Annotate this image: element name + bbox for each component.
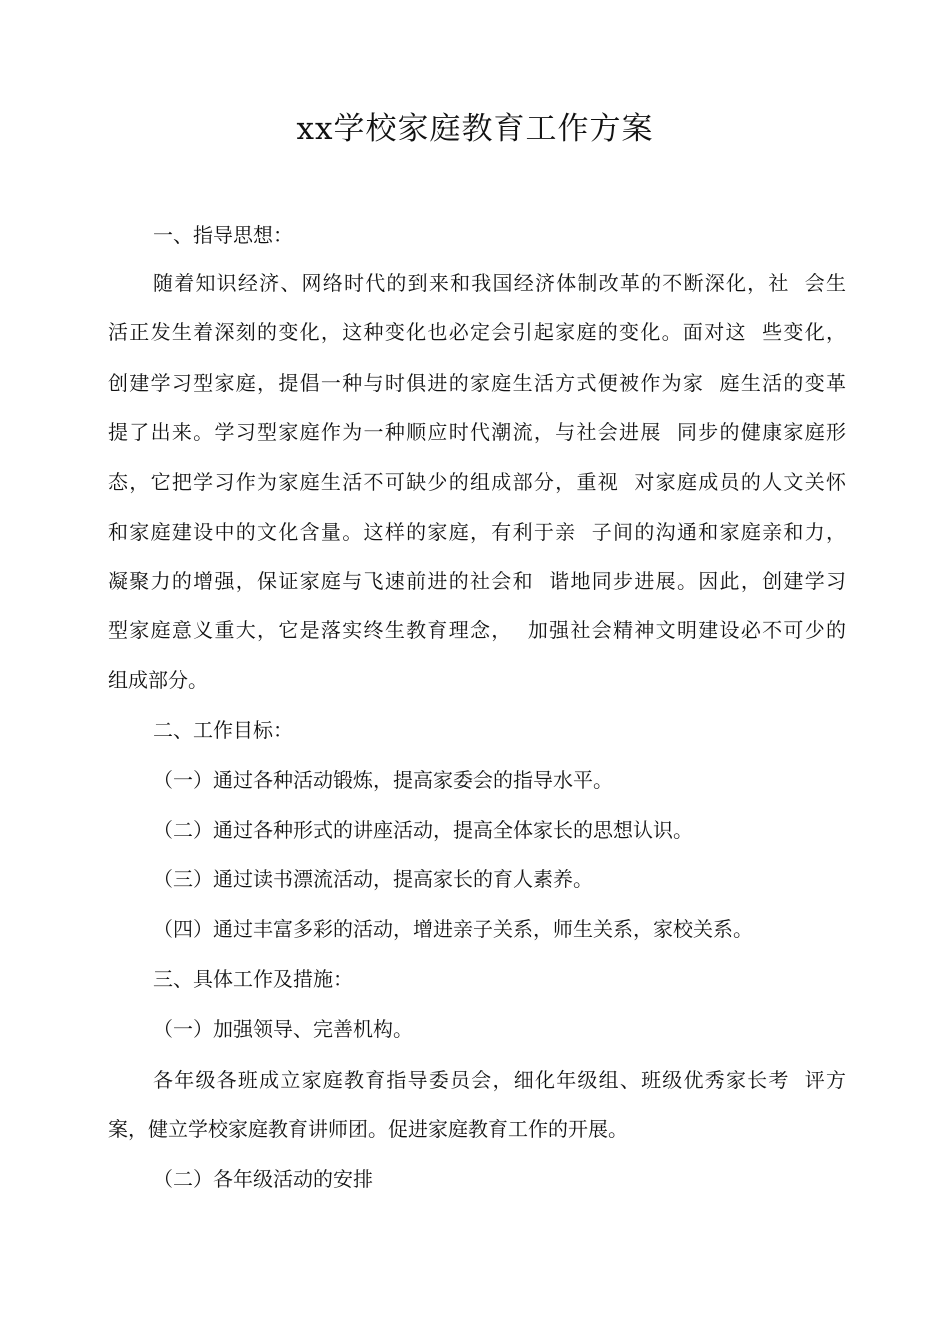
subsection-heading: （二）各年级活动的安排: [153, 1167, 373, 1191]
goal-item: （四）通过丰富多彩的活动，增进亲子关系，师生关系，家校关系。: [153, 917, 753, 941]
paragraph-line: 随着知识经济、网络时代的到来和我国经济体制改革的不断深化，社 会生: [153, 271, 846, 295]
paragraph-line: 活正发生着深刻的变化，这种变化也必定会引起家庭的变化。面对这 些变化，: [108, 320, 846, 344]
paragraph-line: 组成部分。: [108, 668, 208, 692]
paragraph-line: 提了出来。学习型家庭作为一种顺应时代潮流，与社会进展 同步的健康家庭形: [108, 420, 846, 444]
paragraph-line: 和家庭建设中的文化含量。这样的家庭，有利于亲 子间的沟通和家庭亲和力，: [108, 520, 846, 544]
section-heading-measures: 三、具体工作及措施：: [153, 967, 353, 991]
goal-item: （一）通过各种活动锻炼，提高家委会的指导水平。: [153, 768, 613, 792]
paragraph-line: 态，它把学习作为家庭生活不可缺少的组成部分，重视 对家庭成员的人文关怀: [108, 470, 846, 494]
paragraph-line: 各年级各班成立家庭教育指导委员会，细化年级组、班级优秀家长考 评方: [153, 1068, 846, 1092]
section-heading-guiding-ideology: 一、指导思想：: [153, 223, 293, 247]
section-heading-work-goals: 二、工作目标：: [153, 718, 293, 742]
subsection-heading: （一）加强领导、完善机构。: [153, 1017, 413, 1041]
paragraph-line: 创建学习型家庭，提倡一种与时俱进的家庭生活方式便被作为家 庭生活的变革: [108, 371, 846, 395]
paragraph-line: 型家庭意义重大，它是落实终生教育理念， 加强社会精神文明建设必不可少的: [108, 618, 846, 642]
paragraph-line: 案，健立学校家庭教育讲师团。促进家庭教育工作的开展。: [108, 1117, 628, 1141]
goal-item: （三）通过读书漂流活动，提高家长的育人素养。: [153, 867, 593, 891]
document-title: xx学校家庭教育工作方案: [296, 111, 654, 147]
goal-item: （二）通过各种形式的讲座活动，提高全体家长的思想认识。: [153, 818, 693, 842]
paragraph-line: 凝聚力的增强，保证家庭与飞速前进的社会和 谐地同步进展。因此，创建学习: [108, 569, 846, 593]
